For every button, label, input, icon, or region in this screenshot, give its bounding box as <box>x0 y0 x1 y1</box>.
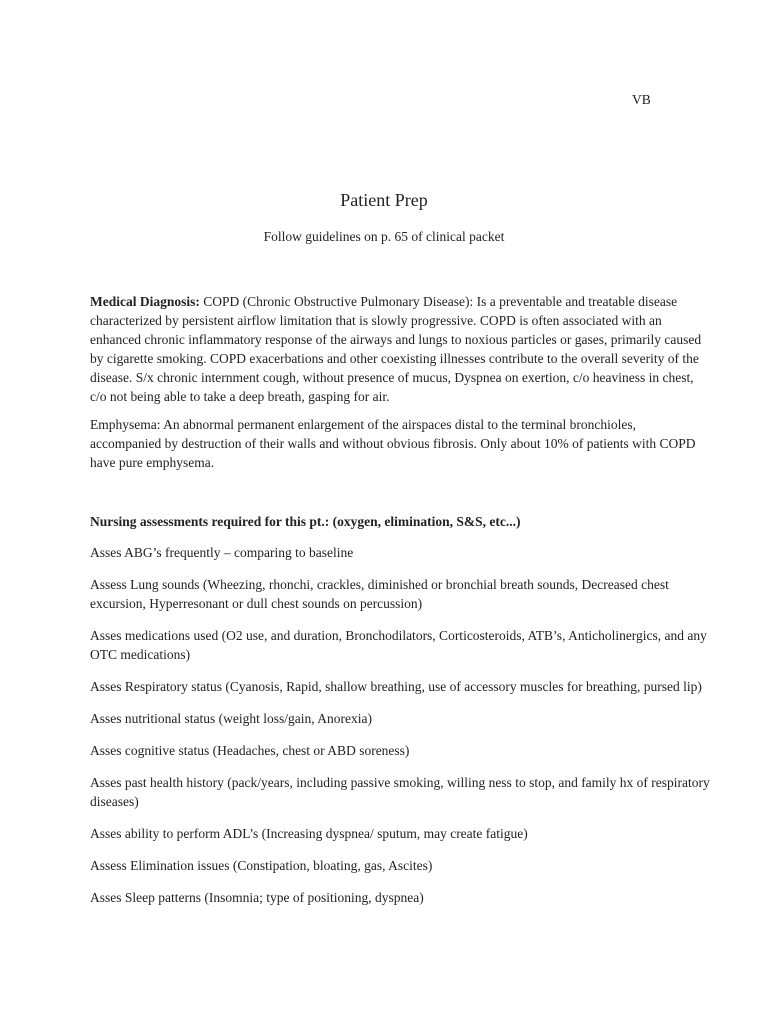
diagnosis-paragraph <box>90 292 710 406</box>
assessment-item: Asses past health history (pack/years, including passive smoking, willing ness to stop, and family hx of respiratory diseases) <box>90 775 710 809</box>
assessment-item: Assess Lung sounds (Wheezing, rhonchi, crackles, diminished or bronchial breath sounds, Decreased chest excursion, Hyperresonant or dull chest sounds on percussion) <box>90 577 669 611</box>
assessment-item: Asses ABG’s frequently – comparing to baseline <box>90 545 354 560</box>
nursing-assessments-heading: Nursing assessments required for this pt.: (oxygen, elimination, S&S, etc...) <box>90 514 521 529</box>
assessment-item: Asses cognitive status (Headaches, chest or ABD soreness) <box>90 743 410 758</box>
page-title: Patient Prep <box>340 190 428 210</box>
assessment-item: Asses nutritional status (weight loss/gain, Anorexia) <box>90 711 372 726</box>
diagnosis-label: Medical Diagnosis: <box>90 294 200 309</box>
assessment-item: Assess Elimination issues (Constipation, bloating, gas, Ascites) <box>90 858 433 873</box>
diagnosis-text: COPD (Chronic Obstructive Pulmonary Disease): Is a preventable and treatable disease characterized by persistent airflow limitation that is slowly progressive. COPD is often associated with an enhanced chronic inflammatory response of the airways and lungs to noxious particles or gases, primarily caused by cigarette smoking. COPD exacerbations and other coexisting illnesses contribute to the overall severity of the disease. S/x chronic internment cough, without presence of mucus, Dyspnea on exertion, c/o heaviness in chest, c/o not being able to take a deep breath, gasping for air. <box>90 294 702 404</box>
assessment-item: Asses ability to perform ADL’s (Increasing dyspnea/ sputum, may create fatigue) <box>90 826 528 841</box>
assessment-item: Asses Sleep patterns (Insomnia; type of positioning, dyspnea) <box>90 890 424 905</box>
assessment-item: Asses medications used (O2 use, and duration, Bronchodilators, Corticosteroids, ATB’s, Anticholinergics, and any OTC medications) <box>90 628 707 662</box>
assessment-item: Asses Respiratory status (Cyanosis, Rapid, shallow breathing, use of accessory muscles for breathing, pursed lip) <box>90 679 702 694</box>
page-subtitle: Follow guidelines on p. 65 of clinical packet <box>263 229 505 244</box>
emphysema-paragraph: Emphysema: An abnormal permanent enlargement of the airspaces distal to the terminal bronchioles, accompanied by destruction of their walls and without obvious fibrosis. Only about 10% of patients with COPD have pure emphysema. <box>90 417 696 470</box>
author-initials: VB <box>632 92 651 107</box>
document-body <box>90 292 710 920</box>
